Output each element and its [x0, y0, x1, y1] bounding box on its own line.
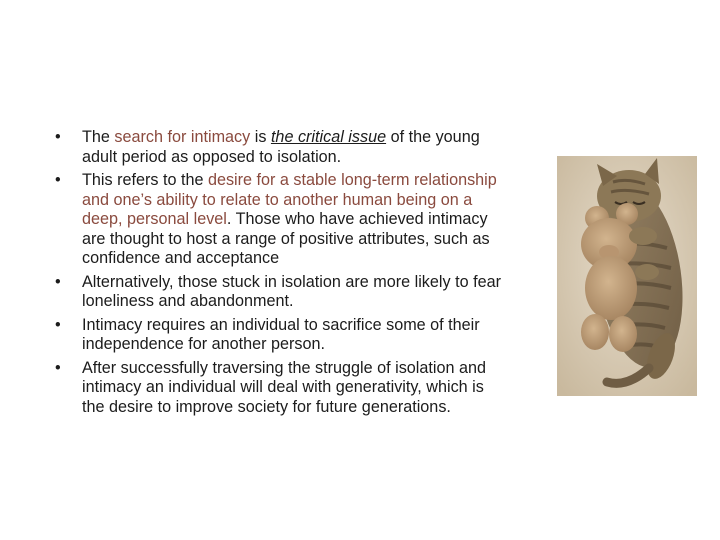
bullet-text: This refers to the: [82, 171, 208, 189]
bullet-text: Intimacy requires an individual to sacrifice some of their independence for another person.: [82, 315, 480, 353]
kitten-illustration: [557, 156, 697, 396]
bullet-item: [52, 128, 502, 167]
emphasized-phrase: the critical issue: [270, 128, 387, 146]
bullet-text: The: [82, 128, 115, 146]
bullet-item: [52, 171, 502, 269]
highlighted-phrase: desire for a stable long-term relationship and one’s ability to relate to another human being on a deep, personal level: [82, 171, 497, 228]
kitten-with-teddy-bear-photo: [557, 156, 697, 396]
bullet-text: of the young adult period as opposed to isolation.: [82, 128, 480, 166]
highlighted-phrase: search for intimacy: [114, 128, 251, 146]
bullet-text: Alternatively, those stuck in isolation are more likely to fear loneliness and abandonment.: [82, 272, 501, 310]
bullet-dot: •: [55, 358, 61, 377]
bullet-text: is: [250, 128, 271, 146]
bullet-dot: •: [55, 272, 61, 291]
bullet-dot: •: [55, 315, 61, 334]
bullet-item: [52, 316, 502, 355]
bullet-text: . Those who have achieved intimacy are thought to host a range of positive attributes, such as confidence and acceptance: [82, 210, 490, 267]
bullet-text: After successfully traversing the struggle of isolation and intimacy an individual will deal with generativity, which is the desire to improve society for future generations.: [82, 358, 486, 416]
bullet-item: [52, 359, 502, 418]
bullet-dot: •: [55, 171, 61, 189]
bullet-item: [52, 273, 502, 312]
bullet-dot: •: [55, 128, 61, 146]
bullet-list: [52, 128, 502, 421]
